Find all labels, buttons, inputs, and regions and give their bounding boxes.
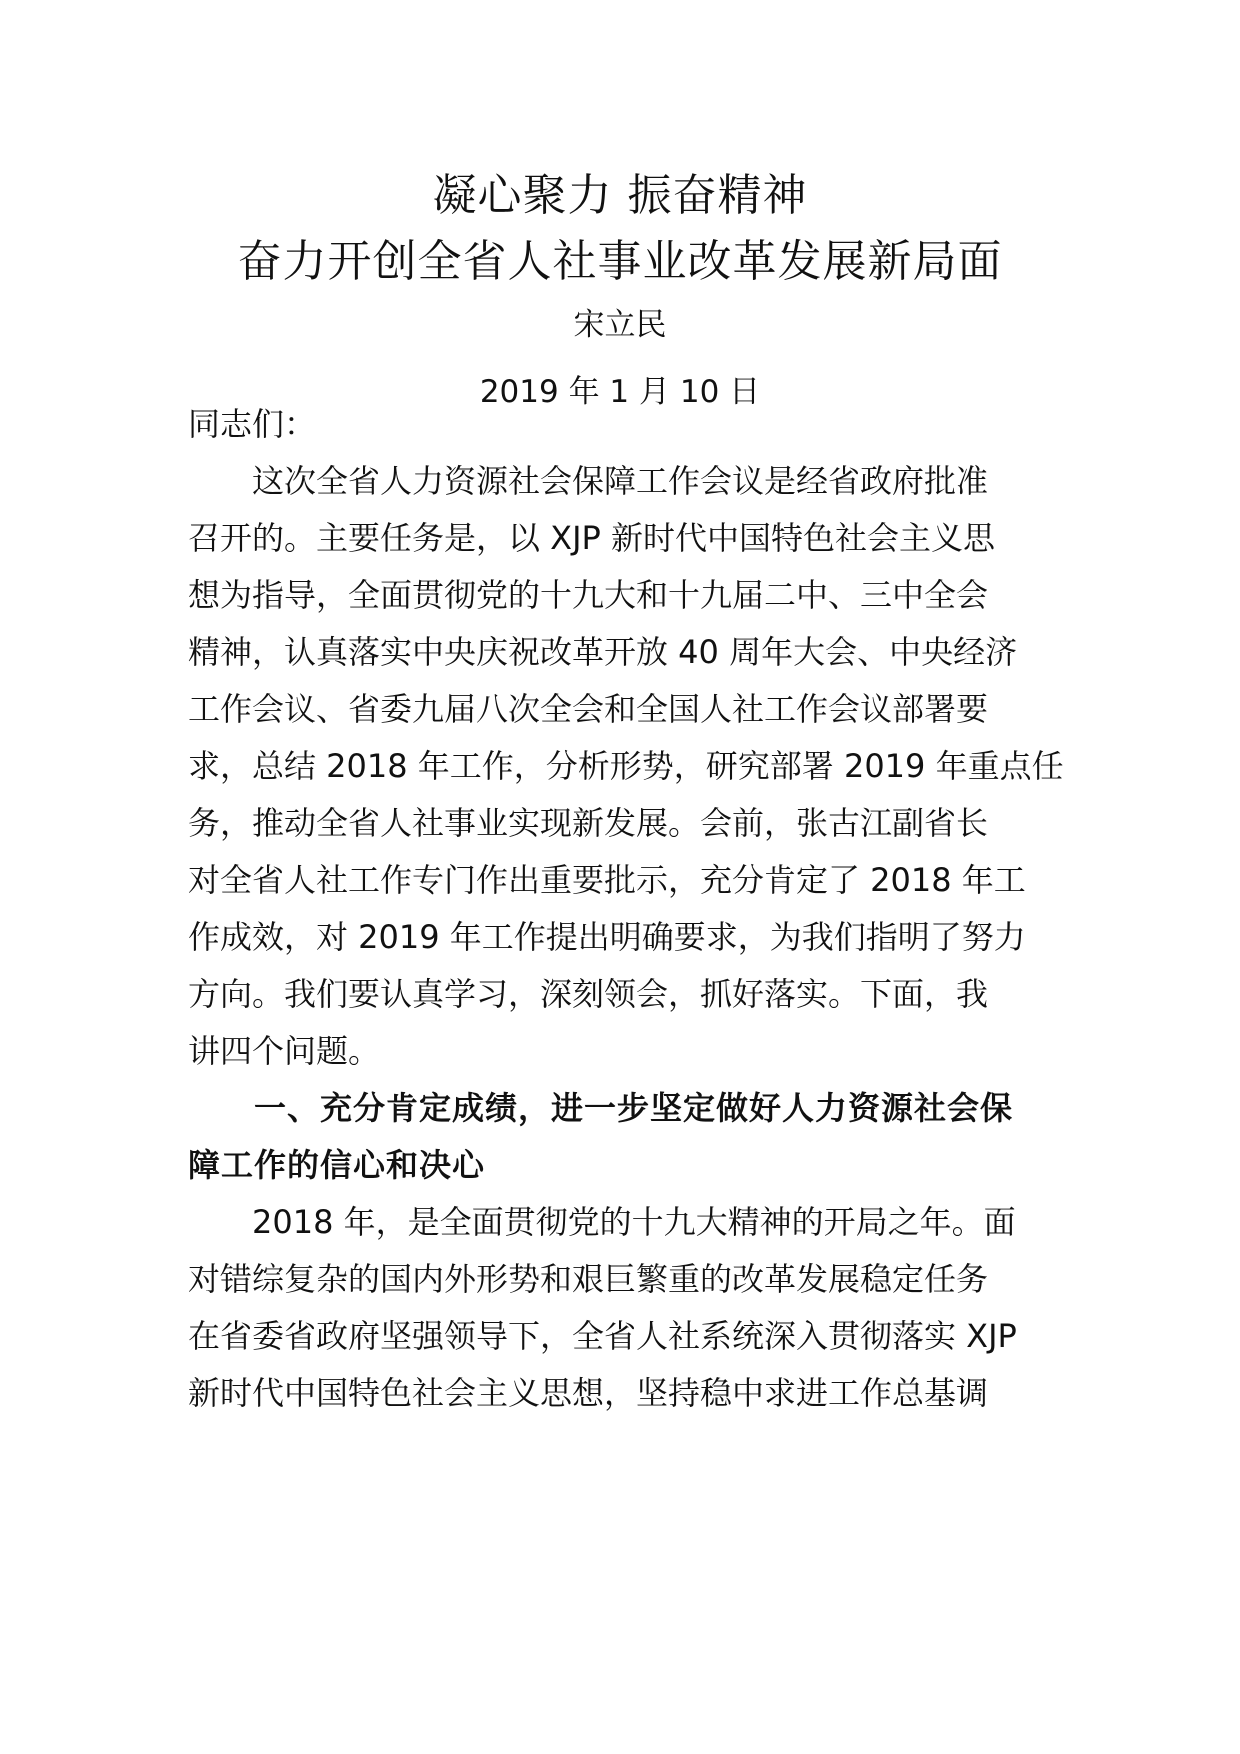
paragraph-1-line-4: 精神，认真落实中央庆祝改革开放 40 周年大会、中央经济 bbox=[188, 633, 1018, 671]
salutation: 同志们： bbox=[188, 405, 317, 443]
paragraph-2-line-4: 新时代中国特色社会主义思想，坚持稳中求进工作总基调 bbox=[188, 1374, 989, 1412]
paragraph-1-line-5: 工作会议、省委九届八次全会和全国人社工作会议部署要 bbox=[188, 690, 989, 728]
document-date: 2019 年 1 月 10 日 bbox=[479, 374, 761, 410]
paragraph-1-line-11: 讲四个问题。 bbox=[188, 1032, 381, 1070]
document-title-line1: 凝心聚力 振奋精神 bbox=[432, 170, 808, 221]
paragraph-1-line-6: 求，总结 2018 年工作，分析形势，研究部署 2019 年重点任 bbox=[188, 747, 1064, 785]
paragraph-1-line-9: 作成效，对 2019 年工作提出明确要求，为我们指明了努力 bbox=[188, 918, 1026, 956]
section-1-heading-line-1: 一、充分肯定成绩，进一步坚定做好人力资源社会保 bbox=[188, 1089, 1014, 1127]
paragraph-1-line-7: 务，推动全省人社事业实现新发展。会前，张古江副省长 bbox=[188, 804, 989, 842]
section-1-heading-line-2: 障工作的信心和决心 bbox=[188, 1146, 486, 1184]
paragraph-1-line-10: 方向。我们要认真学习，深刻领会，抓好落实。下面，我 bbox=[188, 975, 989, 1013]
document-author: 宋立民 bbox=[573, 307, 667, 343]
paragraph-1-line-2: 召开的。主要任务是，以 XJP 新时代中国特色社会主义思 bbox=[188, 519, 996, 557]
paragraph-2-line-1: 2018 年，是全面贯彻党的十九大精神的开局之年。面 bbox=[188, 1203, 1016, 1241]
document-title-line2: 奋力开创全省人社事业改革发展新局面 bbox=[237, 236, 1003, 287]
paragraph-1-line-3: 想为指导，全面贯彻党的十九大和十九届二中、三中全会 bbox=[188, 576, 989, 614]
paragraph-1-line-1: 这次全省人力资源社会保障工作会议是经省政府批准 bbox=[188, 462, 989, 500]
paragraph-1-line-8: 对全省人社工作专门作出重要批示，充分肯定了 2018 年工 bbox=[188, 861, 1026, 899]
paragraph-2-line-3: 在省委省政府坚强领导下，全省人社系统深入贯彻落实 XJP bbox=[188, 1317, 1017, 1355]
paragraph-2-line-2: 对错综复杂的国内外形势和艰巨繁重的改革发展稳定任务 bbox=[188, 1260, 989, 1298]
